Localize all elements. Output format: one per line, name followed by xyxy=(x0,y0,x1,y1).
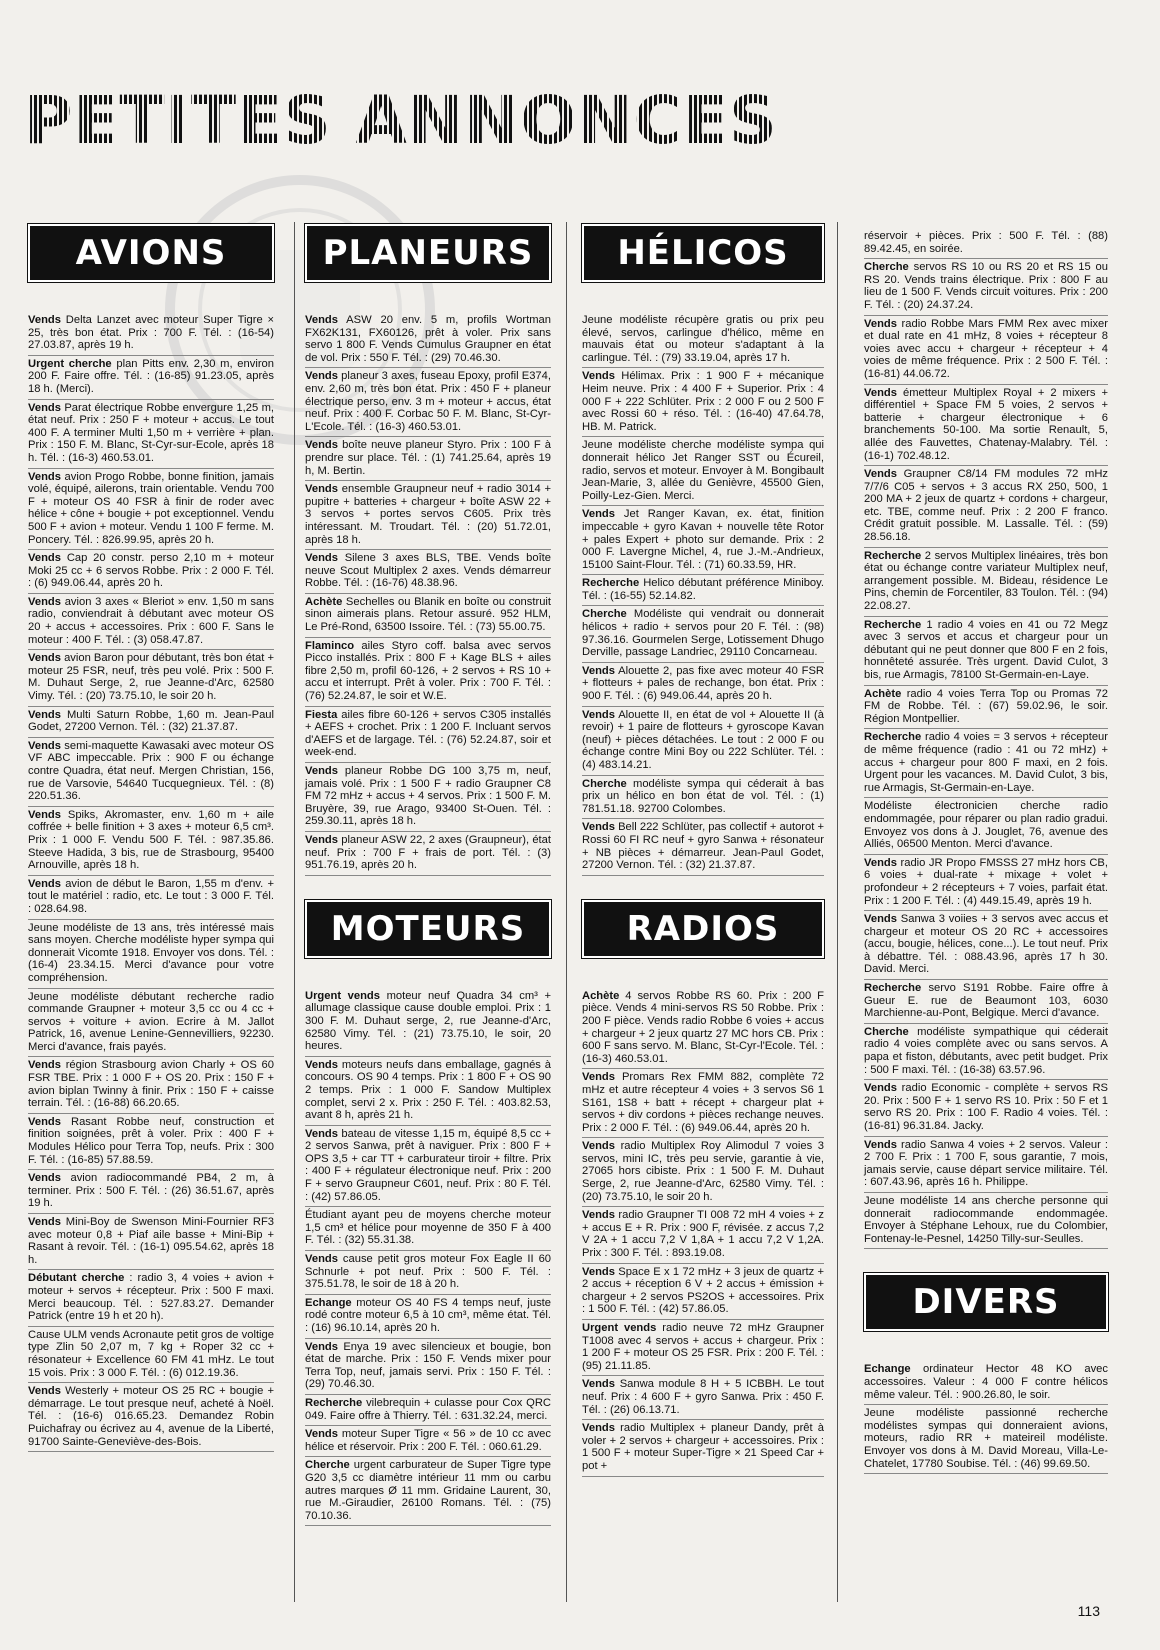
classified-ad xyxy=(305,437,551,481)
ad-text: servos RS 10 ou RS 20 et RS 15 ou RS 20. Vends trains électrique. Prix : 800 F au lieu de 1 500 F. Vends circuit voitures. Prix : 200 F. Tél. : (20) 24.37.24. xyxy=(864,261,1108,311)
classified-ad xyxy=(864,228,1108,259)
classified-ad xyxy=(28,312,274,356)
classified-ad xyxy=(28,594,274,650)
ad-keyword: Recherche xyxy=(864,549,922,562)
ad-keyword: Vends xyxy=(864,386,897,399)
ad-text: Étudiant ayant peu de moyens cherche moteur 1,5 cm³ et hélice pour moyenne de 350 F à 400 F. Tél. : (32) 55.31.38. xyxy=(305,1209,551,1247)
ad-text: radio Economic - complète + servos RS 20. Prix : 500 F + 1 servo RS 10. Prix : 50 F et 1 servo RS 20. Prix : 100 F. Radio 4 voies. Tél. : (16-81) 96.31.84. Jacky. xyxy=(864,1082,1108,1132)
ad-text: servo S191 Robbe. Faire offre à Gueur E. rue de Beaumont 103, 6030 Marchienne-au-Pont, Belgique. Merci d'avance. xyxy=(864,982,1109,1020)
section-avions xyxy=(28,224,274,1452)
section-hélicos xyxy=(582,224,824,876)
ad-text: plan Pitts env. 2,30 m, environ 200 F. Faire offre. Tél. : (16-85) 91.23.05, après 18 h. (Merci). xyxy=(28,357,274,395)
ad-keyword: Urgent vends xyxy=(582,1322,657,1334)
ad-text: boîte neuve planeur Styro. Prix : 100 F à prendre sur place. Tél. : (1) 741.25.64, après 19 h, M. Bertin. xyxy=(305,439,552,477)
ad-keyword: Vends xyxy=(28,314,61,326)
classified-ad xyxy=(28,1270,274,1326)
classified-ad xyxy=(582,1376,824,1420)
classified-ad xyxy=(864,1193,1108,1249)
classified-ad xyxy=(864,1137,1108,1193)
ad-keyword: Vends xyxy=(305,1340,338,1353)
ad-text: Jeune modéliste passionné recherche modélistes sympas qui donneraient avions, moteurs, radio RR + mateireil modéliste. Envoyer vos dons à M. David Moreau, Villa-Le-Chatelet, 17780 Soubise. Tél. : (46) 99.69.50. xyxy=(864,1407,1108,1470)
ad-text: avion de début le Baron, 1,55 m d'env. + tout le matériel : radio, etc. Le tout : 3 000 F. Tél. : 028.64.98. xyxy=(28,877,274,915)
ad-keyword: Vends xyxy=(28,470,61,483)
ad-keyword: Vends xyxy=(582,1209,615,1222)
ad-keyword: Vends xyxy=(28,1115,61,1128)
ad-keyword: Vends xyxy=(28,708,61,721)
ad-text: émetteur Multiplex Royal + 2 mixers + différentiel + Space FM 5 voies, 2 servos + batterie + chargeur électronique + 6 branchements 50-100. Ma sortie Renault, 5, allée des Fauvettes, Chatenay-Malabry. Tél. : (16-1) 702.48.12. xyxy=(864,386,1109,462)
classified-ad xyxy=(305,368,551,437)
ad-text: planeur 3 axes, fuseau Epoxy, profil E374, env. 2,60 m, très bon état. Prix : 450 F + planeur électrique perso, env. 3 m + moteur + accus, état neuf. Prix : 400 F. Corbac 50 F. M. Blanc, St-Cyr-L'Ecole. Tél. : (16-3) 460.53.01. xyxy=(305,370,551,433)
ad-keyword: Vends xyxy=(582,821,615,834)
ad-text: Bell 222 Schlüter, pas collectif + autorot + Rossi 60 FI RC neuf + gyro Sanwa + résonateur + NB pièces + démarreur. Jean-Paul Godet, 27200 Vernon. Tél. : (32) 21.37.87. xyxy=(582,821,824,872)
ad-text: radio 4 voies Terra Top ou Promas 72 FM de Robbe. Tél. : (67) 59.02.96, le soir. Région Montpellier. xyxy=(864,687,1109,725)
classified-ad xyxy=(28,989,274,1058)
ad-keyword: Recherche xyxy=(305,1396,363,1409)
classified-ad xyxy=(582,1264,824,1320)
ad-keyword: Vends xyxy=(582,370,615,383)
ad-text: Cap 20 constr. perso 2,10 m + moteur Moki 25 cc + 6 servos Robbe. Prix : 2 000 F. Tél. : (6) 949.06.44, après 20 h. xyxy=(28,552,274,590)
classified-ad xyxy=(582,506,824,575)
ad-text: radio JR Propo FMSSS 27 mHz hors CB, 6 voies + dual-rate + mixage + volet + profondeur + 2 récepteurs + 7 voies, parfait état. Prix : 1 200 F. Tél. : (4) 449.15.49, après 19 h. xyxy=(864,856,1108,907)
classified-ad xyxy=(582,606,824,662)
column-4 xyxy=(864,228,1108,1474)
ad-text: ensemble Graupneur neuf + radio 3014 + pupitre + batteries + chargeur + boîte ASW 22 + 3 servos + portes servos C605. Prix très intéressant. M. Troudart. Tél. : (20) 51.72.01, après 18 h. xyxy=(305,483,552,546)
section-moteurs xyxy=(305,900,551,1527)
ad-keyword: Vends xyxy=(864,468,897,481)
ad-text: Sanwa module 8 H + 5 ICBBH. Le tout neuf. Prix : 4 600 F + gyro Sanwa. Prix : 450 F. Tél. : (26) 06.13.71. xyxy=(582,1378,824,1416)
column-1 xyxy=(28,222,274,1452)
ad-keyword: Achète xyxy=(582,989,620,1002)
classified-ad xyxy=(305,1339,551,1395)
classified-ad xyxy=(582,437,824,506)
ad-text: 4 servos Robbe RS 60. Prix : 200 F pièce. Vends 4 mini-servos RS 50 Robbe. Prix : 200 F pièce. Vends radio Robbe 6 voies + accus + chargeur + 2 jeux quartz 27 MC hors CB. Prix : 600 F sans servo. M. Blanc, St-Cyr-l'Ecole. Tél. : (16-3) 460.53.01. xyxy=(582,989,824,1065)
classified-ad xyxy=(864,1080,1108,1136)
ad-keyword: Recherche xyxy=(864,731,922,744)
column-3 xyxy=(582,222,824,1477)
ad-text: 2 servos Multiplex linéaires, très bon état ou échange contre variateur Multiplex neuf, arrangement possible. M. Bideau, résidence Le Pins, chemin de Forcentiler, 83 Toulon. Tél. : (94) 22.08.27. xyxy=(864,549,1108,613)
section-planeurs xyxy=(305,224,551,876)
section-heading: AVIONS xyxy=(28,224,274,282)
ad-text: Space E x 1 72 mHz + 3 jeux de quartz + 2 accus + réception 6 V + 2 accus + émission + chargeur + 2 servos PS2OS + accessoires. Prix : 1 500 F. Tél. : (42) 57.86.05. xyxy=(582,1265,825,1316)
ad-keyword: Vends xyxy=(582,708,615,721)
classified-ad xyxy=(305,1126,551,1208)
classified-ad xyxy=(28,469,274,551)
ad-keyword: Urgent cherche xyxy=(28,357,112,370)
ad-keyword: Cherche xyxy=(864,261,909,274)
ad-text: radio Robbe Mars FMM Rex avec mixer et dual rate en 41 mHz, 8 voies + récepteur 8 voies avec accu + chargeur + récepteur + 4 voies de même fréquence. Prix : 2 500 F. Tél. : (16-81) 44.06.72. xyxy=(864,317,1109,380)
ad-keyword: Recherche xyxy=(864,982,922,995)
classified-ad xyxy=(582,368,824,437)
ad-keyword: Vends xyxy=(28,877,61,890)
classified-ad xyxy=(305,707,551,763)
ad-keyword: Vends xyxy=(28,1059,61,1072)
ad-text: moteur Super Tigre « 56 » de 10 cc avec hélice et réservoir. Prix : 200 F. Tél. : 060.61.29. xyxy=(305,1428,551,1453)
classified-ad xyxy=(582,776,824,820)
classified-ad xyxy=(864,1024,1108,1080)
classified-ad xyxy=(864,911,1108,980)
ad-keyword: Vends xyxy=(305,439,338,452)
classified-ad xyxy=(28,738,274,807)
ad-keyword: Vends xyxy=(582,1422,615,1435)
ad-text: moteurs neufs dans emballage, gagnés à concours. OS 90 4 temps. Prix : 1 800 F + OS 90 2 temps. Prix : 1 000 F. Sandow Multiplex complet, servi 2 x. Prix : 250 F. Tél. : 403.82.53, avant 8 h, après 21 h. xyxy=(305,1058,551,1122)
ad-text: avion radiocommandé PB4, 2 m, à terminer. Prix : 500 F. Tél. : (26) 36.51.67, après 19 h. xyxy=(28,1172,275,1210)
section-heading: PLANEURS xyxy=(305,224,551,282)
ad-text: ailes fibre 60-126 + servos C305 installés + AEFS + crochet. Prix : 1 200 F. Incluant servos d'AEFS et de largage. Tél. : (76) 52.24.87, soir et week-end. xyxy=(305,708,552,759)
ad-keyword: Vends xyxy=(305,765,338,777)
ad-text: semi-maquette Kawasaki avec moteur OS VF ABC impeccable. Prix : 900 F ou échange contre Quadra, état neuf. Mergen Christian, 156, rue de Varsovie, 54640 Tucquegnieux. Tél. : (8) 220.51.36. xyxy=(28,739,275,803)
ad-keyword: Cherche xyxy=(864,1025,909,1038)
ad-text: modéliste sympathique qui céderait radio 4 voies complète avec ou sans servos. A papa et fiston, débutants, avec petit budget. Prix : 500 F maxi. Tél. : (16-38) 63.57.96. xyxy=(864,1025,1108,1076)
classified-ad xyxy=(28,1383,274,1452)
ad-keyword: Echange xyxy=(864,1363,911,1376)
classified-ad xyxy=(305,988,551,1057)
classified-ad xyxy=(305,1057,551,1126)
ad-keyword: Flaminco xyxy=(305,639,355,652)
ad-text: Alouette II, en état de vol + Alouette II (à revoir) + 1 paire de flotteurs + gyroscope Kavan (neuf) + pièces détachées. Le tout : 2 000 F ou échange contre Mini Boy ou 222 Schlüter. Tél. : (4) 483.14.21. xyxy=(582,708,824,771)
ad-text: vilebrequin + culasse pour Cox QRC 049. Faire offre à Thierry. Tél. : 631.32.24, merci. xyxy=(305,1396,551,1422)
ad-keyword: Vends xyxy=(864,317,897,330)
section-heading: RADIOS xyxy=(582,900,824,958)
classified-ad xyxy=(28,920,274,989)
section-heading: DIVERS xyxy=(864,1273,1108,1331)
ad-keyword: Fiesta xyxy=(305,708,338,721)
ad-text: ASW 20 env. 5 m, profils Wortman FX62K131, FX60126, prêt à voler. Prix sans servo 1 800 F. Vends Cumulus Graupner en état de vol. Prix : 550 F. Tél. : (29) 70.46.30. xyxy=(305,314,551,364)
classified-ad xyxy=(305,1295,551,1339)
ad-text: : radio 3, 4 voies + avion + moteur + servos + récepteur. Prix : 500 F maxi. Merci beaucoup. Tél. : 527.83.27. Demander Patrick (entre 19 h et 20 h). xyxy=(28,1272,274,1323)
ad-keyword: Recherche xyxy=(582,577,640,590)
classified-ad xyxy=(582,707,824,776)
classified-ad xyxy=(582,663,824,707)
section-radios xyxy=(582,900,824,1477)
classified-ad xyxy=(28,650,274,706)
classified-ad xyxy=(305,1395,551,1426)
classified-ad xyxy=(582,575,824,606)
ad-text: planeur ASW 22, 2 axes (Graupneur), état neuf. Prix : 700 F + frais de port. Tél. : (3) 951.76.19, après 20 h. xyxy=(305,833,551,872)
ad-keyword: Achète xyxy=(305,595,343,608)
ad-text: radio Graupner TI 008 72 mH 4 voies + z + accus E + R. Prix : 900 F, révisée. z accus 7,2 V 2A + 1 accu 7,2 V 1,8A + 1 accu 7,2 V 1,2A. Prix : 300 F. Tél. : 893.19.08. xyxy=(582,1209,825,1260)
ad-text: Sechelles ou Blanik en boîte ou construit sinon aimerais plans. Retour assuré. 952 HLM, Le Pré-Rond, 63500 Issoire. Tél. : (73) 55.00.75. xyxy=(305,595,552,634)
ad-text: bateau de vitesse 1,15 m, équipé 8,5 cc + 2 servos Sanwa, prêt à naviguer. Prix : 800 F + OPS 3,5 + car TT + carburateur tiroir + filtre. Prix : 400 F + régulateur électronique neuf. Prix : 200 F + servo Graupneur C601, neuf. Prix : 80 F. Tél. : (42) 57.86.05. xyxy=(305,1127,551,1203)
classified-ad xyxy=(28,400,274,469)
ad-keyword: Vends xyxy=(28,1172,61,1185)
ad-keyword: Vends xyxy=(864,1082,897,1095)
ad-text: modéliste sympa qui céderait à bas prix un hélico en bon état de vol. Tél. : (1) 781.51.18. 92700 Colombes. xyxy=(582,777,824,815)
ad-text: Modéliste électronicien cherche radio endommagée, pour réparer ou plan radio gradui. Envoyez vos dons à J. Jouglet, 76, avenue des Alliés, 06500 Menton. Merci d'avance. xyxy=(864,800,1108,851)
classified-ad xyxy=(28,1327,274,1383)
ad-text: avion Progo Robbe, bonne finition, jamais volé, équipé, ailerons, train orientable. Vendu 700 F + moteur OS 40 FSR à finir de roder avec hélice + cône + bougie + pot exceptionnel. Vendu 500 F + avion + moteur. Vendu 1 100 F ferme. M. Poncery. Tél. : 826.99.95, après 20 h. xyxy=(28,470,274,546)
ad-text: Spiks, Akromaster, env. 1,60 m + aile coffrée + belle finition + 3 axes + moteur 6,5 cm³. Prix : 1 000 F. Vendu 500 F. Tél. : 987.35.86. Steeve Hadida, 3 bis, rue de Strasbourg, 95400 Arnouville, après 18 h. xyxy=(28,808,275,872)
classified-ad xyxy=(582,1138,824,1207)
classified-ad xyxy=(305,594,551,638)
classified-ad xyxy=(28,1114,274,1170)
classified-ad xyxy=(28,1214,274,1270)
ad-keyword: Vends xyxy=(864,856,897,869)
section-heading: MOTEURS xyxy=(305,900,551,958)
ad-keyword: Cherche xyxy=(582,608,627,621)
classified-ad xyxy=(864,729,1108,798)
classified-ad xyxy=(28,707,274,738)
classified-ad xyxy=(28,876,274,920)
ad-text: Modéliste qui vendrait ou donnerait hélicos + radio + servos pour 20 F. Tél. : (98) 97.36.16. Gourmelen Serge, Lotissement Dhugo Derville, passage Landriec, 29110 Concarneau. xyxy=(582,608,825,659)
ad-keyword: Vends xyxy=(305,483,338,496)
ad-keyword: Vends xyxy=(28,595,61,608)
ad-keyword: Vends xyxy=(582,1265,615,1278)
ad-text: radio Multiplex + planeur Dandy, prêt à voler + 2 servos + chargeur + accessoires. Prix : 1 500 F + moteur Super-Tigre × 21 Speed Car + pot + xyxy=(582,1422,825,1472)
ad-text: Jeune modéliste débutant recherche radio commande Graupner + moteur 3,5 cc ou 4 cc + servos + voiture + avion. Ecrire à M. Jallot Patrick, 16, avenue Lenine-Gennevilliers, 92230. Merci d'avance, frais payés. xyxy=(28,990,274,1053)
ad-text: Jeune modéliste de 13 ans, très intéressé mais sans moyen. Cherche modéliste hyper sympa qui donnerait Vicomte 1918. Envoyer vos dons. Tél. : (16-4) 23.34.15. Merci d'avance pour votre compréhension. xyxy=(28,921,274,984)
ad-keyword: Vends xyxy=(582,664,615,677)
ad-keyword: Vends xyxy=(28,552,61,565)
classified-ad xyxy=(864,798,1108,854)
ad-text: urgent carburateur de Super Tigre type G20 3,5 cc diamètre intérieur 11 mm ou carbu autres marques Ø 11 mm. Gridaine Laurent, 30, rue M.-Giraudier, 26100 Romans. Tél. : (75) 70.10.36. xyxy=(305,1459,551,1522)
ad-keyword: Cherche xyxy=(582,777,627,790)
ad-text: Jeune modéliste cherche modéliste sympa qui donnerait hélico Jet Ranger SST ou Écureil, radio, servos et moteur. Envoyer à M. Bongibault Jean-Marie, 3, allée du Genièvre, 45500 Gien, Poilly-Lez-Gien. Merci. xyxy=(582,439,824,502)
ad-text: avion 3 axes « Bleriot » env. 1,50 m sans radio, conviendrait à débutant avec moteur OS 20 + accus + accessoires. Prix : 600 F. Sans le moteur : 400 F. Tél. : (3) 058.47.87. xyxy=(28,595,274,646)
classified-ad xyxy=(864,855,1108,911)
classified-ad xyxy=(582,312,824,368)
ad-keyword: Vends xyxy=(28,652,61,665)
ad-keyword: Vends xyxy=(582,1378,615,1391)
page-title: PETITES ANNONCES xyxy=(24,88,1120,154)
ad-keyword: Vends xyxy=(28,1216,61,1228)
classified-ad xyxy=(28,356,274,400)
ad-text: Alouette 2, pas fixe avec moteur 40 FSR + flotteurs + pales de rechange, bon état. Prix : 900 F. Tél. : (6) 949.06.44, après 20 h. xyxy=(582,664,824,703)
classified-ad xyxy=(28,807,274,876)
ad-keyword: Vends xyxy=(864,1138,897,1151)
classified-ad xyxy=(28,550,274,594)
ad-text: avion Baron pour débutant, très bon état + moteur 25 FSR, neuf, très peu volé. Prix : 500 F. M. Duhaut Serge, 2, rue Jeanne-d'Arc, 62580 Vimy. Tél. : (20) 73.75.10, le soir 20 h. xyxy=(28,652,274,703)
classified-ad xyxy=(582,819,824,875)
ad-keyword: Vends xyxy=(28,401,61,414)
ad-text: planeur Robbe DG 100 3,75 m, neuf, jamais volé. Prix : 1 500 F + radio Graupner C8 FM 72 mHz + accus + 4 servos. Prix : 1 500 F. M. Bruyère, 39, rue Arago, 93400 St-Ouen. Tél. : 259.30.11, après 18 h. xyxy=(305,765,552,828)
classified-ad xyxy=(305,481,551,550)
ad-keyword: Vends xyxy=(28,1385,61,1398)
classified-ad xyxy=(305,1426,551,1457)
classified-ad xyxy=(582,1069,824,1138)
ad-keyword: Vends xyxy=(305,1058,338,1071)
ad-text: Promars Rex FMM 882, complète 72 mHz et autre récepteur 4 voies + 3 servos S6 1 S161, 1S8 + batt + récept + chargeur plat + servos + div cordons + pièces rechange neuves. Prix : 2 000 F. Tél. : (6) 949.06.44, après 20 h. xyxy=(582,1071,824,1134)
classified-ad xyxy=(864,385,1108,467)
column-2 xyxy=(305,222,551,1526)
classified-ad xyxy=(305,550,551,594)
ad-text: Jeune modéliste 14 ans cherche personne qui donnerait radiocommande endommagée. Envoyer à Stéphane Lehoux, rue du Colombier, Fontenay-le-Pesnel, 14250 Tilly-sur-Seulles. xyxy=(864,1194,1108,1245)
classified-ad xyxy=(864,466,1108,548)
classified-ad xyxy=(582,1420,824,1476)
ad-text: 1 radio 4 voies en 41 ou 72 Megz avec 3 servos et accus et chargeur pour un débutant qui ne peut donner que 800 F en 2 fois, honnêteté assurée. Très urgent. David Culot, 3 bis, rue Armagis, 78100 St-Germain-en-Laye. xyxy=(864,618,1109,681)
ad-text: Hélimax. Prix : 1 900 F + mécanique Heim neuve. Prix : 4 400 F + Superior. Prix : 4 000 F + 222 Schlüter. Prix : 2 000 F ou 2 500 F avec Rossi 60 + réso. Tél. : (16-40) 47.64.78, HB. M. Patrick. xyxy=(582,370,825,433)
ad-keyword: Vends xyxy=(28,808,61,821)
ad-text: ordinateur Hector 48 KO avec accessoires. Valeur : 4 000 F contre hélicos même valeur. Tél. : 900.26.80, le soir. xyxy=(864,1363,1108,1401)
ad-text: Delta Lanzet avec moteur Super Tigre × 25, très bon état. Prix : 700 F. Tél. : (16-54) 27.03.87, après 19 h. xyxy=(28,314,274,352)
classified-ad xyxy=(864,1405,1108,1474)
ad-text: Sanwa 3 voiies + 3 servos avec accus et chargeur et moteur OS 20 RC + accessoires (accu, bougie, hélices, cone...). Le tout neuf. Prix à débattre. Tél. : 088.43.96, après 17 h 30. David. Merci. xyxy=(864,913,1109,976)
classified-ad xyxy=(582,1207,824,1263)
ad-keyword: Débutant cherche xyxy=(28,1272,125,1285)
ad-keyword: Vends xyxy=(305,833,338,846)
ad-text: radio neuve 72 mHz Graupner T1008 avec 4 servos + accus + chargeur. Prix : 1 200 F + moteur OS 25 FSR. Prix : 200 F. Tél. : (95) 21.11.85. xyxy=(582,1322,825,1372)
ad-keyword: Vends xyxy=(582,1140,615,1153)
ad-text: moteur neuf Quadra 34 cm³ + allumage classique cause double emploi. Prix : 1 300 F. M. Duhaut serge, 2, rue Jeanne-d'Arc, 62580 Vimy. Tél. : (21) 73.75.10, le soir, 20 heures. xyxy=(305,989,551,1053)
ad-text: Rasant Robbe neuf, construction et finition soignées, prêt à voler. Prix : 400 F + Modules Hélico pour Terra Top, neufs. Prix : 300 F. Tél. : (16-85) 57.88.59. xyxy=(28,1115,274,1166)
ad-keyword: Vends xyxy=(582,508,615,521)
classified-ad xyxy=(864,316,1108,385)
ad-text: Multi Saturn Robbe, 1,60 m. Jean-Paul Godet, 27200 Vernon. Tél. : (32) 21.37.87. xyxy=(28,708,274,734)
classified-ad xyxy=(864,1361,1108,1405)
ad-keyword: Echange xyxy=(305,1296,352,1309)
ad-text: Enya 19 avec silencieux et bougie, bon état de marche. Prix : 150 F. Vends mixer pour Terra Top, neuf, jamais servi. Prix : 150 F. Tél. : (29) 70.46.30. xyxy=(305,1340,551,1391)
classified-ad xyxy=(864,617,1108,686)
ad-keyword: Recherche xyxy=(864,618,922,631)
ad-text: région Strasbourg avion Charly + OS 60 FSR TBE. Prix : 1 000 F + OS 20. Prix : 150 F + avion biplan Twinny à finir. Prix : 150 F + caisse terrain. Tél. : (16-88) 66.20.65. xyxy=(28,1059,275,1110)
classified-ad xyxy=(582,1320,824,1376)
ad-keyword: Vends xyxy=(582,1071,615,1084)
ad-keyword: Urgent vends xyxy=(305,989,380,1002)
ad-text: réservoir + pièces. Prix : 500 F. Tél. : (88) 89.42.45, en soirée. xyxy=(864,230,1108,255)
ad-text: radio 4 voies = 3 servos + récepteur de même fréquence (radio : 41 ou 72 mHz) + accus + chargeur pour 800 F maxi, en 2 fois. Urgent pour les vacances. M. David Culot, 3 bis, rue Armagis, St-Germain-en-Laye. xyxy=(864,731,1108,794)
classified-ad xyxy=(305,1207,551,1251)
ad-keyword: Vends xyxy=(305,1253,338,1266)
section-continued xyxy=(864,228,1108,1249)
section-heading: HÉLICOS xyxy=(582,224,824,282)
classified-ad xyxy=(305,1251,551,1295)
classified-ad xyxy=(305,832,551,876)
classified-ad xyxy=(864,548,1108,617)
ad-text: Silene 3 axes BLS, TBE. Vends boîte neuve Scout Multiplex 2 axes. Vends démarreur Robbe. Tél. : (16-76) 48.38.96. xyxy=(305,552,552,590)
classified-ad xyxy=(305,1457,551,1526)
ad-text: moteur OS 40 FS 4 temps neuf, juste rodé contre moteur 6,5 à 10 cm³, même état. Tél. : (16) 96.10.14, après 20 h. xyxy=(305,1296,552,1334)
ad-keyword: Vends xyxy=(305,1127,338,1140)
ad-text: Mini-Boy de Swenson Mini-Fournier RF3 avec moteur 0,8 + Piaf aile basse + Mini-Bip + Rasant à revoir. Tél. : (16-1) 095.54.62, après 18 h. xyxy=(28,1216,275,1266)
ad-keyword: Vends xyxy=(305,370,338,383)
classified-ad xyxy=(305,763,551,832)
page-number: 113 xyxy=(1077,1603,1100,1619)
ad-text: Jeune modéliste récupère gratis ou prix peu élevé, servos, carlingue d'hélico, même en mauvais état ou moteur s'adaptant à la carlingue. Tél. : (79) 33.19.04, après 17 h. xyxy=(582,314,824,364)
ad-keyword: Vends xyxy=(305,314,338,326)
classified-ad xyxy=(864,259,1108,315)
ad-keyword: Cherche xyxy=(305,1459,350,1472)
ad-text: Cause ULM vends Acronaute petit gros de voltige type Zlin 50 2,07 m, 7 kg + Roper 32 cc + résonateur + Excellence 60 FM 41 mHz. Le tout 15 vois. Prix : 3 000 F. Tél. : (6) 012.19.36. xyxy=(28,1328,274,1379)
ad-keyword: Vends xyxy=(864,913,897,926)
ad-text: Graupner C8/14 FM modules 72 mHz 7/7/6 C05 + servos + 3 accus RX 250, 500, 1 200 MA + 2 jeux de quartz + cordons + chargeur, etc. TBE, comme neuf. Prix : 2 200 F franco. Crédit gratuit possible. M. Lassalle. Tél. : (59) 28.56.18. xyxy=(864,468,1108,544)
ad-text: radio Multiplex Roy Alimodul 7 voies 3 servos, mini IC, très peu servie, garantie à vie, 27065 hors cibiste. Prix : 1 500 F. M. Duhaut Serge, 2, rue Jeanne-d'Arc, 62580 Vimy. Tél. : (20) 73.75.10, le soir 20 h. xyxy=(582,1140,824,1203)
classified-ad xyxy=(305,638,551,707)
ad-text: cause petit gros moteur Fox Eagle II 60 Schnurle + pot neuf. Prix : 500 F. Tél. : 375.51.78, le soir de 18 à 20 h. xyxy=(305,1253,552,1291)
classified-ad xyxy=(305,312,551,368)
classified-ad xyxy=(28,1170,274,1214)
classified-ad xyxy=(864,686,1108,730)
ad-keyword: Vends xyxy=(28,739,61,752)
ad-text: Parat électrique Robbe envergure 1,25 m, état neuf. Prix : 250 F + moteur + accus. Le tout 400 F. A terminer Multi 1,50 m + verrière + plan. Prix : 150 F. M. Blanc, St-Cyr-sur-Ecole, après 18 h. Tél. : (16-3) 460.53.01. xyxy=(28,401,274,464)
ad-text: Helico débutant préférence Miniboy. Tél. : (16-55) 52.14.82. xyxy=(582,577,825,602)
section-divers xyxy=(864,1273,1108,1474)
ad-keyword: Vends xyxy=(305,1428,338,1441)
classified-ad xyxy=(28,1057,274,1113)
ad-text: ailes Styro coff. balsa avec servos Picco installés. Prix : 800 F + Kage BLS + ailes fibre 2,50 m, profil 60-126, + 2 servos + RS 10 + accu et interrupt. Prêt à voler. Prix : 700 F. Tél. : (76) 52.24.87, le soir et W.E. xyxy=(305,639,551,703)
ad-text: Westerly + moteur OS 25 RC + bougie + démarrage. Le tout presque neuf, acheté à Noël. Tél. : (16-6) 016.65.23. Demandez Robin Puichafray ou écrivez au 4, avenue de la Liberté, 91700 Sainte-Geneviève-des-Bois. xyxy=(28,1385,274,1448)
ad-text: Jet Ranger Kavan, ex. état, finition impeccable + gyro Kavan + nouvelle tête Rotor + pales Expert + photo sur demande. Prix : 2 000 F. Lavergne Michel, 4, rue J.-M.-Andrieux, 15100 Saint-Flour. Tél. : (71) 60.33.59, HR. xyxy=(582,508,825,571)
ad-text: radio Sanwa 4 voies + 2 servos. Valeur : 2 700 F. Prix : 1 700 F, sous garantie, 7 mois, jamais servie, cause départ service militaire. Tél. : 607.43.96, après 16 h. Philippe. xyxy=(864,1138,1108,1189)
ad-keyword: Achète xyxy=(864,687,902,700)
classified-ad xyxy=(582,988,824,1070)
ad-keyword: Vends xyxy=(305,552,338,565)
classified-ad xyxy=(864,980,1108,1024)
